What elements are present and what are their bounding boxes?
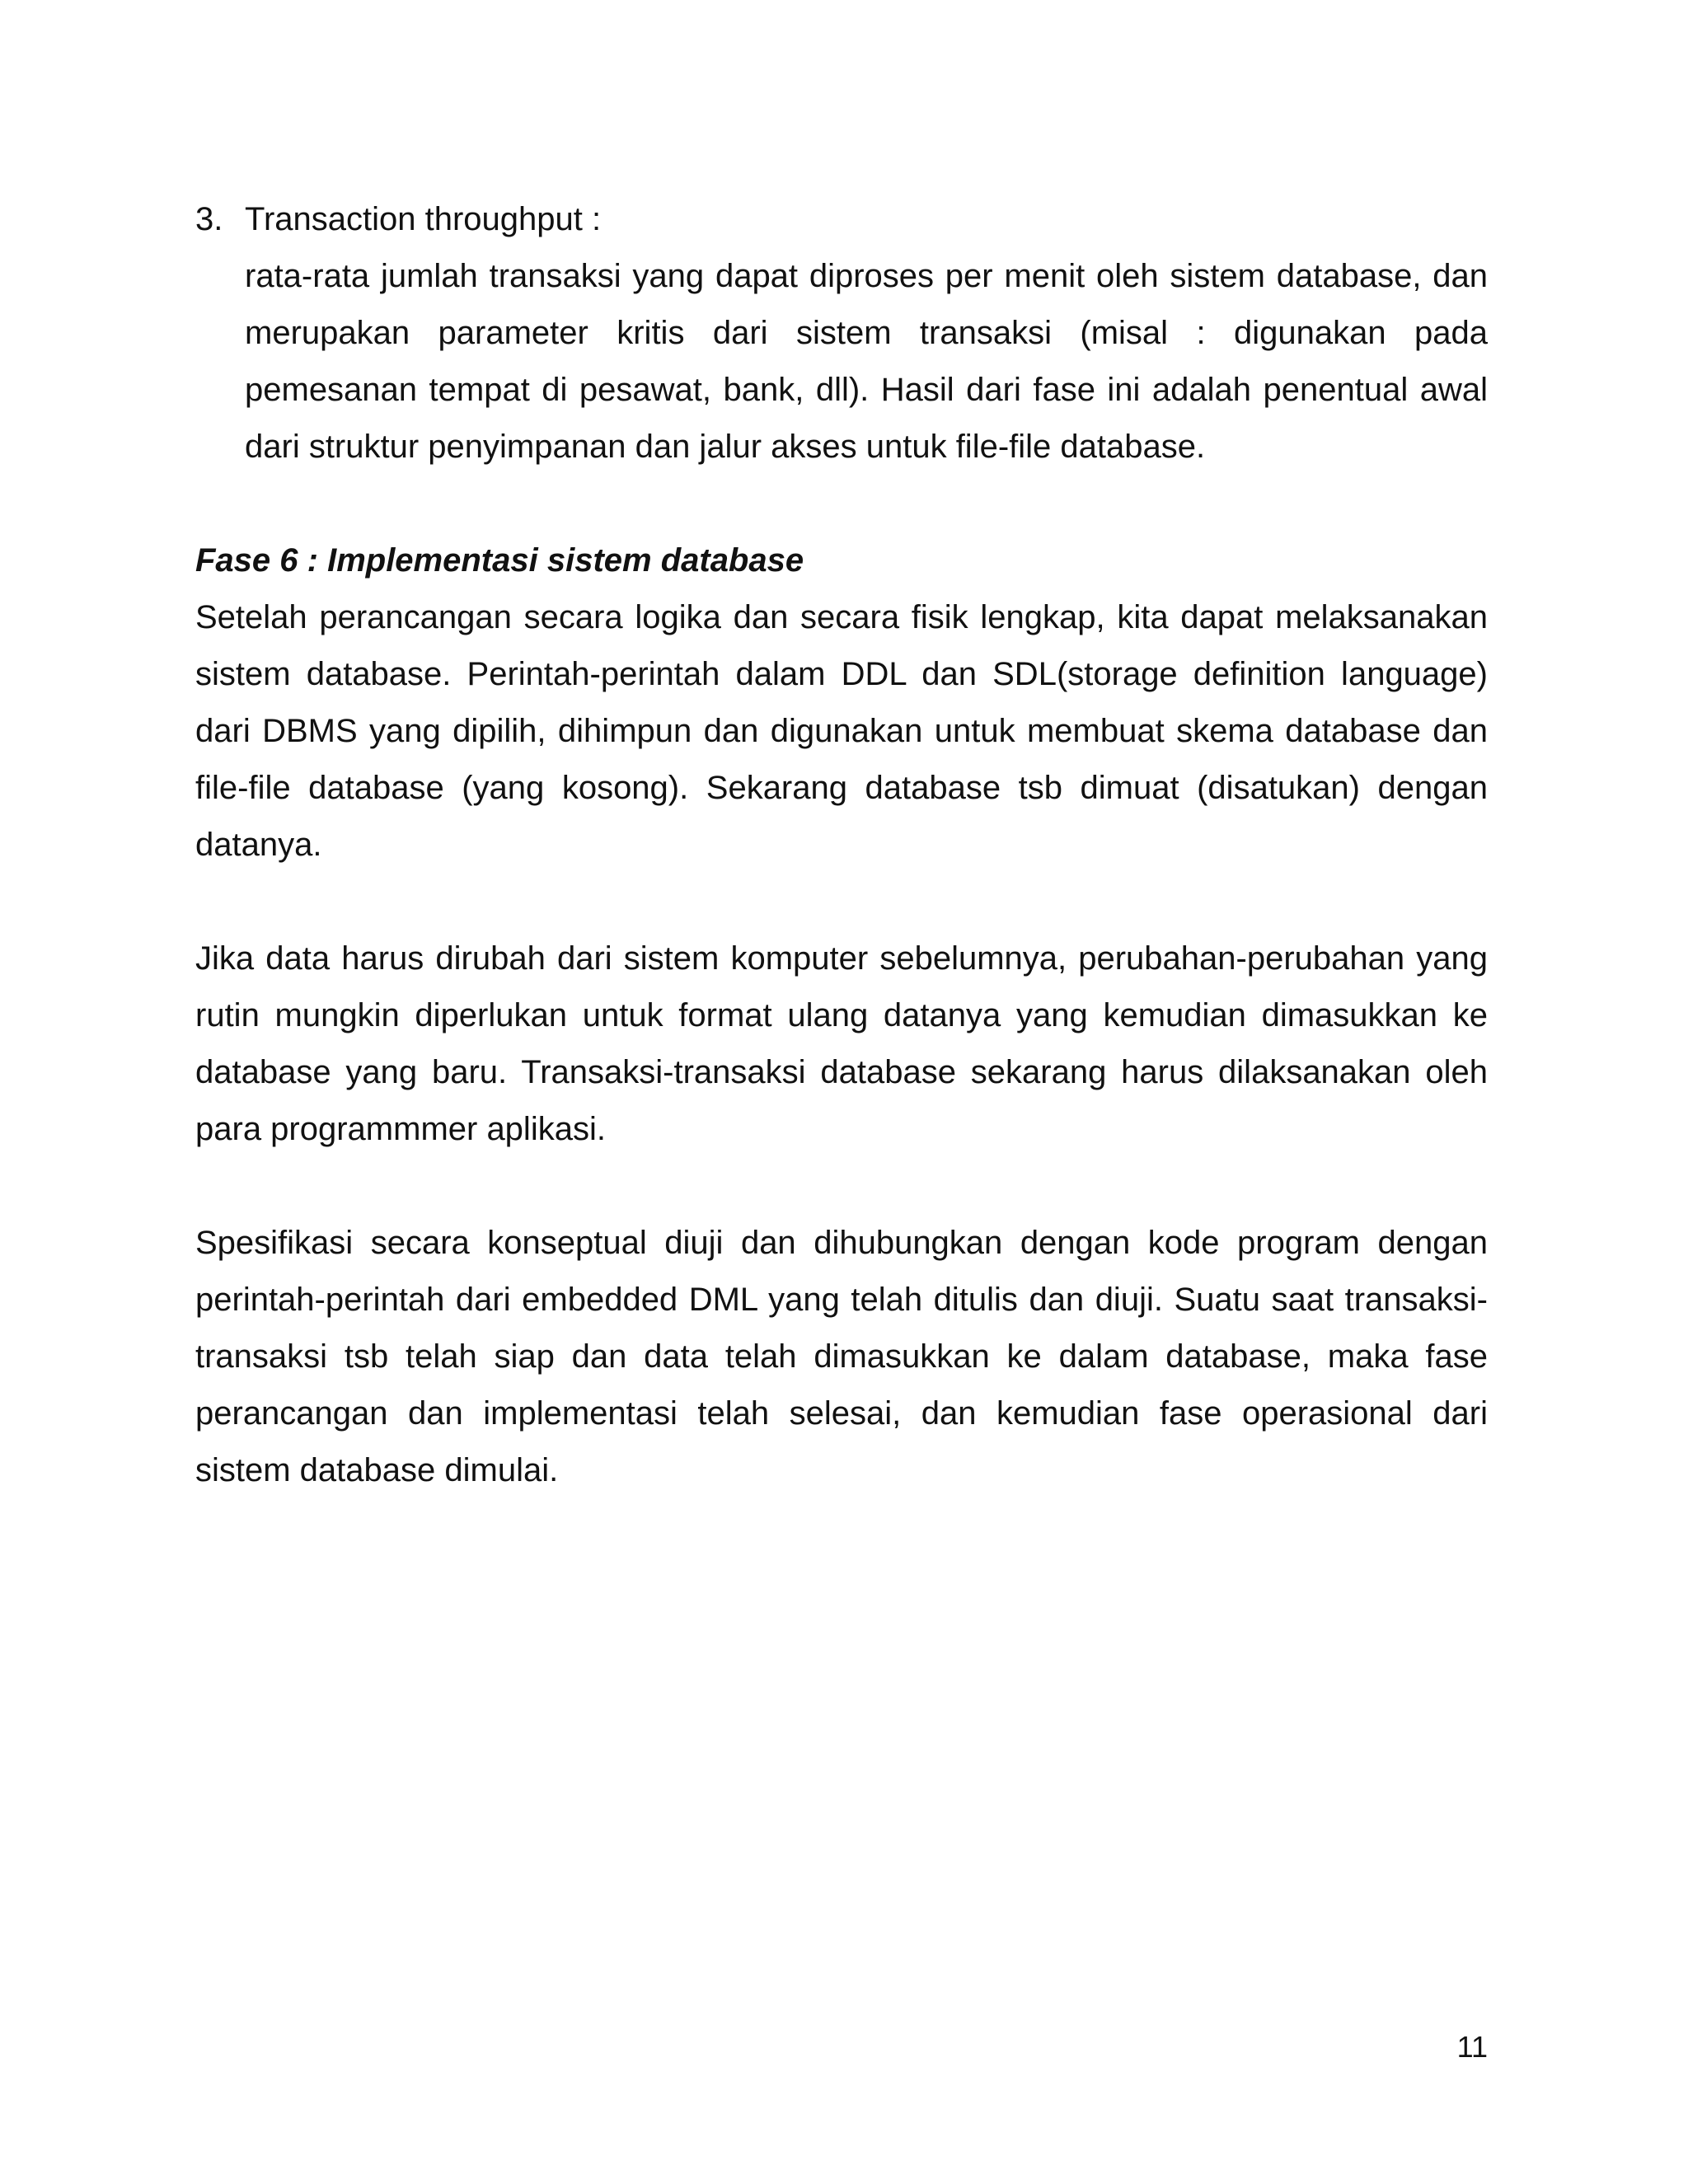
list-item-number: 3.	[195, 201, 223, 237]
paragraph-1: Setelah perancangan secara logika dan secara fisik lengkap, kita dapat melaksanakan sistem database. Perintah-perintah dalam DDL dan SDL(storage definition language) dari DBMS yang dipilih, dihimpun dan digunakan untuk membuat skema database dan file-file database (yang kosong). Sekarang database tsb dimuat (disatukan) dengan datanya.	[195, 599, 1488, 863]
paragraph-2: Jika data harus dirubah dari sistem komputer sebelumnya, perubahan-perubahan yang rutin mungkin diperlukan untuk format ulang datanya yang kemudian dimasukkan ke database yang baru. Transaksi-transaksi database sekarang harus dilaksanakan oleh para programmmer aplikasi.	[195, 940, 1488, 1147]
page-number: 11	[1456, 2030, 1488, 2064]
paragraph-3: Spesifikasi secara konseptual diuji dan dihubungkan dengan kode program dengan perintah-perintah dari embedded DML yang telah ditulis dan diuji. Suatu saat transaksi-transaksi tsb telah siap dan data telah dimasukkan ke dalam database, maka fase perancangan dan implementasi telah selesai, dan kemudian fase operasional dari sistem database dimulai.	[195, 1225, 1488, 1488]
list-item-transaction-throughput	[195, 191, 1488, 476]
list-item-title: Transaction throughput :	[245, 201, 602, 237]
page-content	[195, 191, 1488, 1499]
section-heading: Fase 6 : Implementasi sistem database	[195, 542, 804, 579]
list-item-body: rata-rata jumlah transaksi yang dapat diproses per menit oleh sistem database, dan merupakan parameter kritis dari sistem transaksi (misal : digunakan pada pemesanan tempat di pesawat, bank, dll). Hasil dari fase ini adalah penentual awal dari struktur penyimpanan dan jalur akses untuk file-file database.	[245, 258, 1488, 465]
